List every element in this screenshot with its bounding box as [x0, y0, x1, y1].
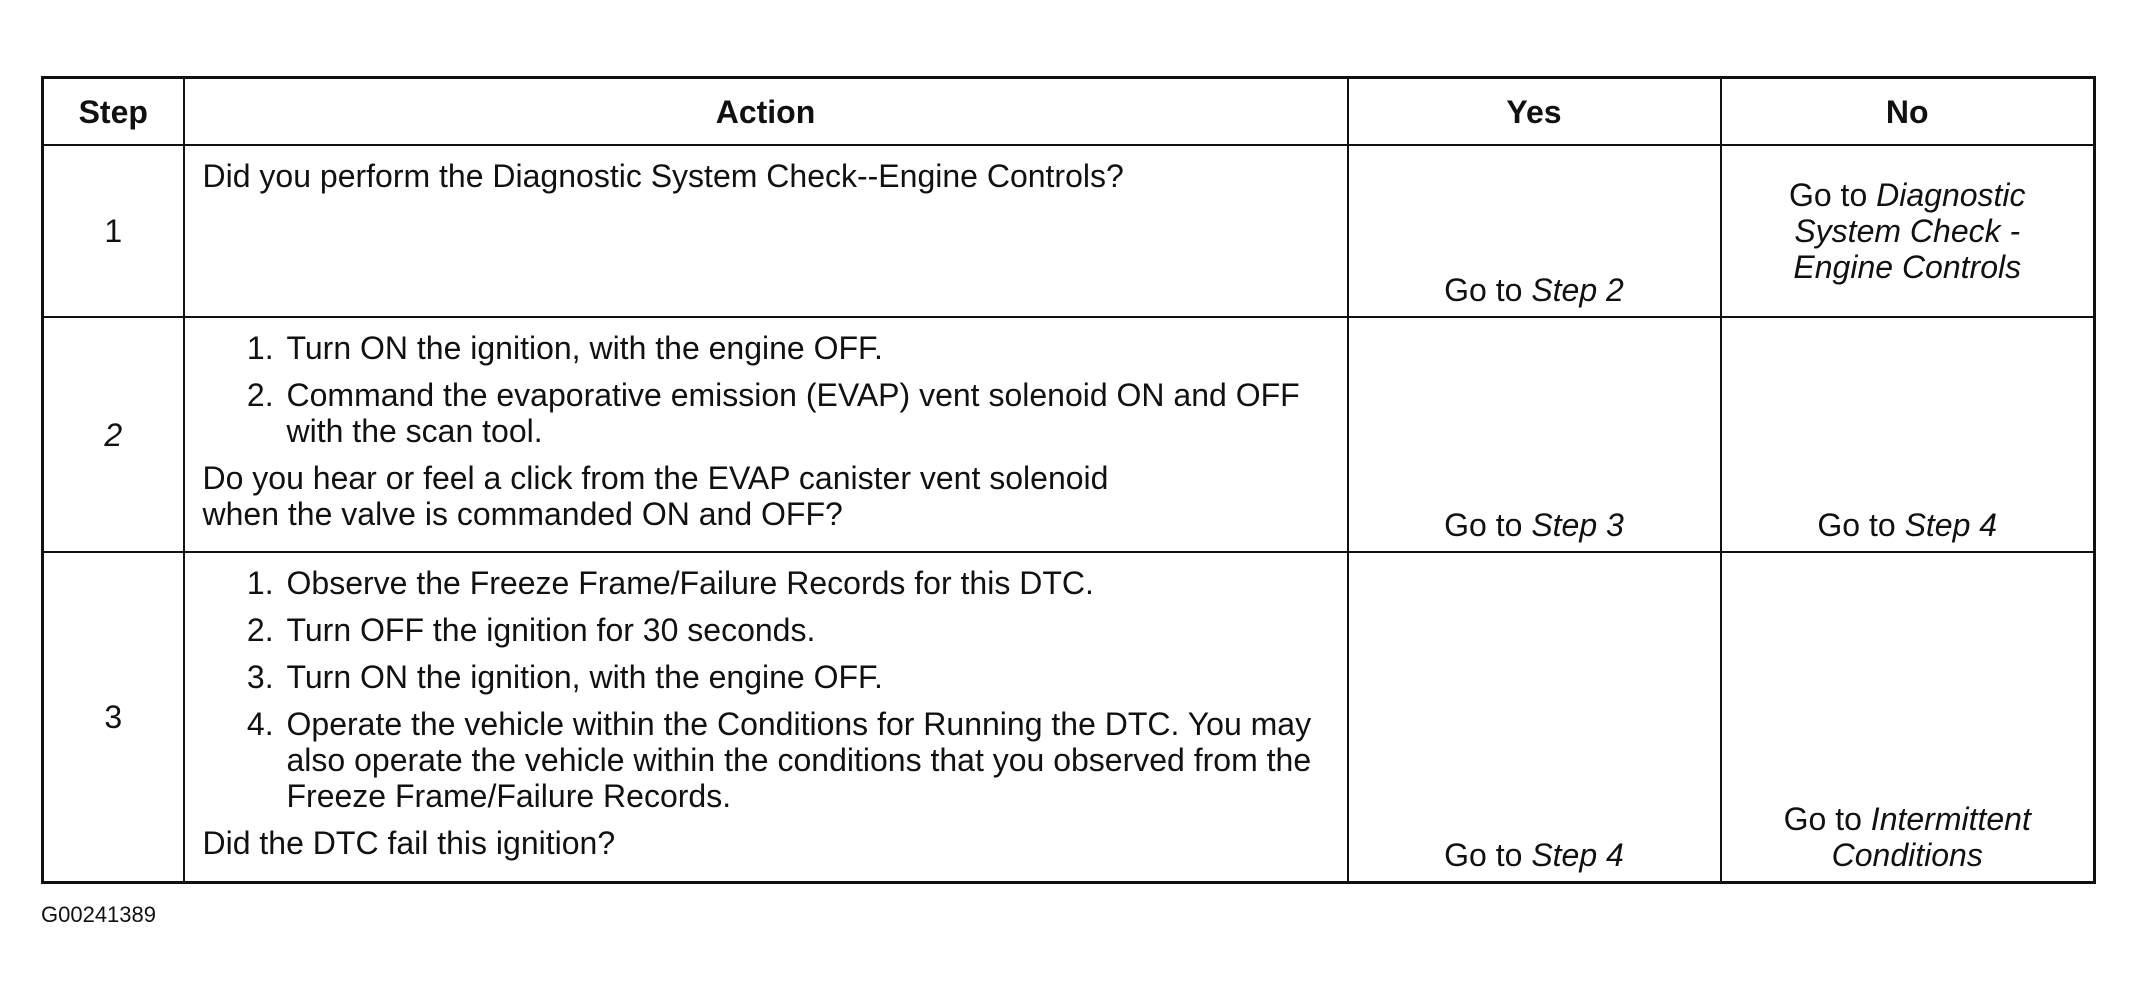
yes-target: Step 2 — [1531, 272, 1624, 308]
action-cell — [184, 317, 1348, 552]
no-target-line3: Engine Controls — [1793, 249, 2022, 285]
list-item: 2. Turn OFF the ignition for 30 seconds. — [283, 612, 1337, 648]
list-item: 3. Turn ON the ignition, with the engine OFF. — [283, 659, 1337, 695]
no-prefix: Go to — [1817, 507, 1905, 543]
action-steps-list — [203, 330, 1337, 449]
action-question-line2: when the valve is commanded ON and OFF? — [202, 496, 843, 532]
yes-prefix: Go to — [1444, 272, 1532, 308]
yes-cell — [1348, 552, 1721, 882]
no-cell — [1721, 317, 2095, 552]
action-cell — [184, 145, 1348, 317]
no-prefix: Go to — [1788, 177, 1877, 213]
no-prefix: Go to — [1783, 800, 1871, 837]
list-item: 1. Observe the Freeze Frame/Failure Records for this DTC. — [283, 565, 1337, 601]
list-item: 1. Turn ON the ignition, with the engine OFF. — [283, 330, 1337, 366]
step-number: 2 — [43, 317, 184, 552]
yes-prefix: Go to — [1444, 507, 1532, 543]
action-steps-list — [203, 565, 1337, 814]
yes-cell — [1348, 317, 1721, 552]
yes-cell — [1348, 145, 1721, 317]
table-row — [43, 317, 2095, 552]
table-row — [43, 145, 2095, 317]
yes-target: Step 4 — [1531, 836, 1624, 873]
header-action: Action — [184, 78, 1348, 146]
header-no: No — [1721, 78, 2095, 146]
yes-prefix: Go to — [1444, 836, 1532, 873]
step-number: 1 — [43, 145, 184, 317]
table-row — [43, 552, 2095, 882]
no-target-line2: Conditions — [1831, 836, 1983, 873]
header-yes: Yes — [1348, 78, 1721, 146]
yes-target: Step 3 — [1531, 507, 1624, 543]
action-cell — [184, 552, 1348, 882]
action-question — [203, 460, 1337, 532]
no-target-line2: System Check - — [1794, 213, 2021, 249]
list-item: 2. Command the evaporative emission (EVAP) vent solenoid ON and OFF with the scan tool. — [283, 377, 1337, 449]
figure-id: G00241389 — [41, 902, 156, 927]
no-target: Step 4 — [1904, 507, 1998, 543]
action-question: Did you perform the Diagnostic System Check--Engine Controls? — [202, 158, 1124, 194]
step-number: 3 — [43, 552, 184, 882]
action-question: Did the DTC fail this ignition? — [202, 825, 616, 861]
table-header-row — [43, 78, 2095, 146]
action-question-line1: Do you hear or feel a click from the EVAP canister vent solenoid — [202, 460, 1109, 496]
no-cell — [1721, 145, 2095, 317]
header-step: Step — [43, 78, 184, 146]
no-target-line1: Intermittent — [1870, 800, 2031, 837]
no-target-line1: Diagnostic — [1876, 177, 2026, 213]
diagnostic-table — [41, 76, 2096, 884]
list-item: 4. Operate the vehicle within the Conditions for Running the DTC. You may also operate the vehicle within the conditions that you observed from the Freeze Frame/Failure Records. — [283, 706, 1337, 814]
no-cell — [1721, 552, 2095, 882]
